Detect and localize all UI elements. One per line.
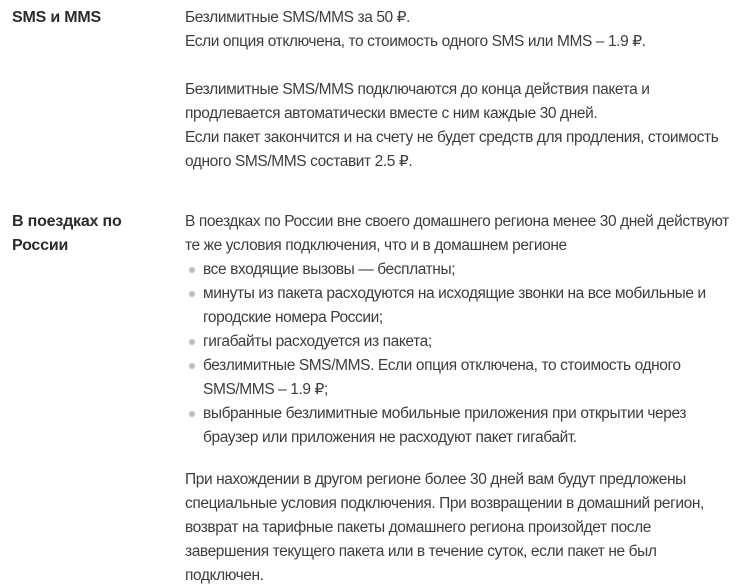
list-item: минуты из пакета расходуются на исходящие звонки на все мобильные и городские номера России; [185,282,737,330]
sms-price-line: Безлимитные SMS/MMS за 50 ₽. [185,9,411,26]
list-item: выбранные безлимитные мобильные приложения при открытии через браузер или приложения не расходуют пакет гигабайт. [185,402,737,450]
sms-renewal-line: Безлимитные SMS/MMS подключаются до конца действия пакета и продлевается автоматически вместе с ним каждые 30 дней. [185,81,650,122]
section-sms-mms [12,6,741,174]
list-item: гигабайты расходуется из пакета; [185,330,737,354]
section-sms-mms-content [185,6,737,174]
travel-intro-paragraph: В поездках по России вне своего домашнего региона менее 30 дней действуют те же условия подключения, что и в домашнем регионе [185,213,729,254]
sms-disabled-cost-line: Если опция отключена, то стоимость одного SMS или MMS – 1.9 ₽. [185,33,646,50]
list-item: безлимитные SMS/MMS. Если опция отключена, то стоимость одного SMS/MMS – 1.9 ₽; [185,354,737,402]
section-travel-russia-label: В поездках по России [12,213,122,254]
sms-renewal-paragraph [185,78,737,174]
list-item: все входящие вызовы — бесплатны; [185,258,737,282]
travel-outro-paragraph: При нахождении в другом регионе более 30 дней вам будут предложены специальные условия подключения. При возвращении в домашний регион, возврат на тарифные пакеты домашнего региона произойдет после завершения текущего пакета или в течение суток, если пакет не был подключен. [185,471,704,584]
section-travel-russia [12,210,741,588]
travel-conditions-list [185,258,737,450]
sms-empty-balance-line: Если пакет закончится и на счету не будет средств для продления, стоимость одного SMS/MMS составит 2.5 ₽. [185,129,719,170]
section-sms-mms-label: SMS и MMS [12,9,101,26]
section-travel-russia-content [185,210,737,588]
sms-price-paragraph [185,6,737,54]
